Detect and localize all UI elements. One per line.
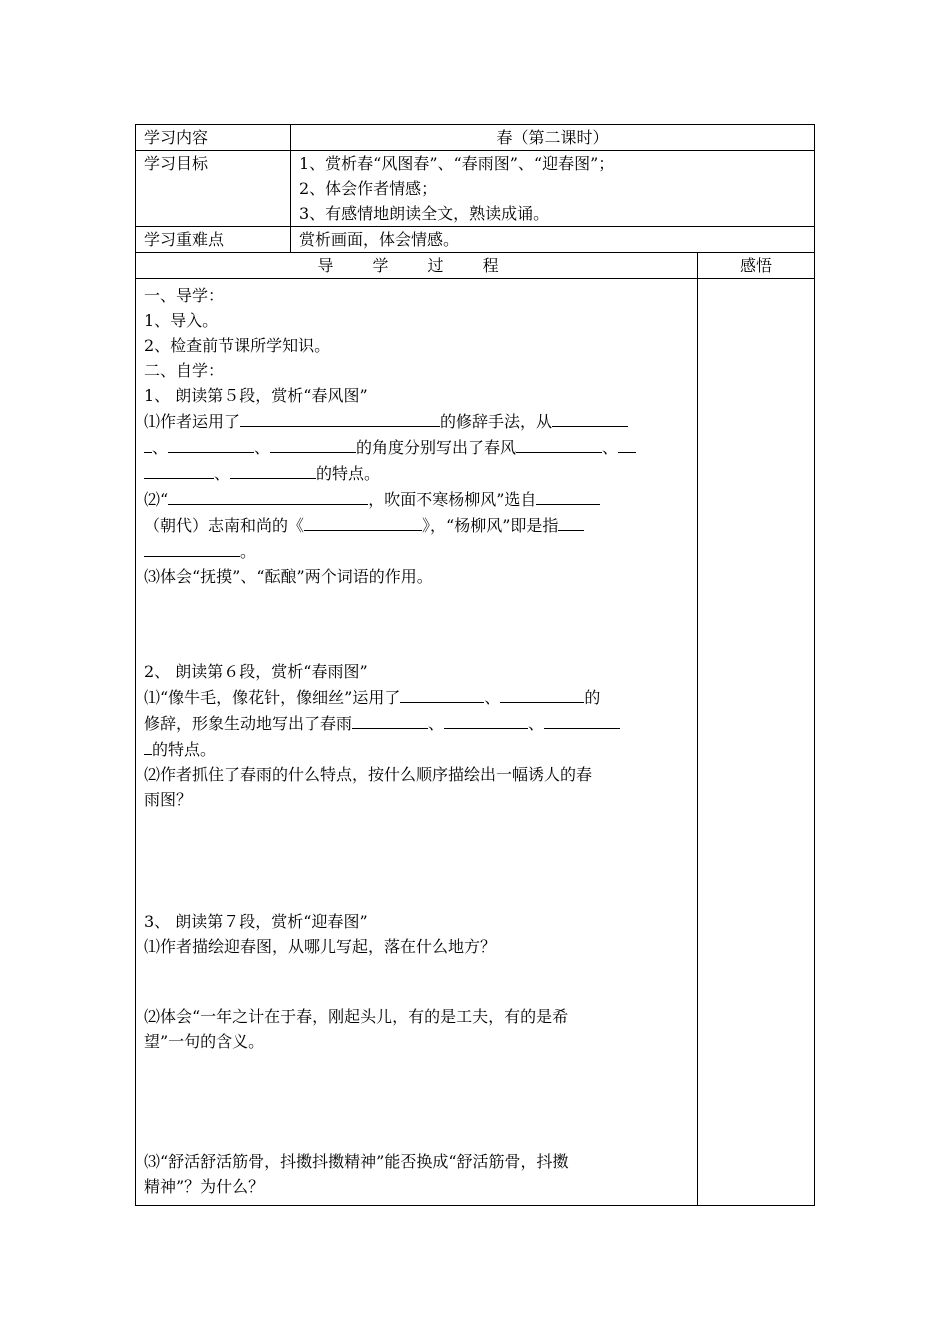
blank[interactable] <box>558 512 584 531</box>
feedback-column[interactable] <box>698 279 815 1206</box>
blank[interactable] <box>144 460 214 479</box>
blank[interactable] <box>400 684 484 703</box>
q1-p1-line3: 、 的特点。 <box>144 460 689 486</box>
content-value: 春（第二课时） <box>291 125 815 151</box>
process-body-row <box>136 279 815 1206</box>
blank[interactable] <box>500 684 584 703</box>
q3-title: 3、 朗读第７段，赏析“迎春图” <box>144 912 368 931</box>
content-label: 学习内容 <box>136 125 291 151</box>
blank[interactable] <box>536 486 600 505</box>
process-title: 导 学 过 程 <box>136 253 698 279</box>
answer-space <box>144 812 689 909</box>
answer-space <box>144 1054 689 1149</box>
q3-p1: ⑴作者描绘迎春图，从哪儿写起，落在什么地方？ <box>144 937 497 956</box>
q1-title: 1、 朗读第５段，赏析“春风图” <box>144 386 368 405</box>
q1-p2-line2: （朝代）志南和尚的《 》，“杨柳风”即是指 <box>144 512 689 538</box>
section1-item: 2、检查前节课所学知识。 <box>144 336 331 355</box>
goal-item: 3、有感情地朗读全文，熟读成诵。 <box>299 204 550 223</box>
q2-p1-line2: 修辞，形象生动地写出了春雨 、 、 <box>144 710 689 736</box>
goal-item: 1、赏析春“风图春”、“春雨图”、“迎春图”； <box>299 154 615 173</box>
goals-list <box>291 151 815 227</box>
goal-item: 2、体会作者情感； <box>299 179 438 198</box>
q3-p3-line2: 精神”？为什么？ <box>144 1177 265 1196</box>
blank[interactable] <box>240 408 440 427</box>
q1-p2-line1: ⑵“ ，吹面不寒杨柳风”选自 <box>144 486 689 512</box>
lesson-sheet <box>135 124 815 1206</box>
q3-p2-line1: ⑵体会“一年之计在于春，刚起头儿，有的是工夫，有的是希 <box>144 1007 569 1026</box>
process-content <box>136 279 698 1206</box>
blank[interactable] <box>144 434 152 453</box>
key-row <box>136 227 815 253</box>
process-table <box>135 252 815 1206</box>
section1-title: 一、导学： <box>144 286 225 305</box>
q1-p1-line2: 、 、 的角度分别写出了春风 、 <box>144 434 689 460</box>
content-row <box>136 125 815 151</box>
header-table <box>135 124 815 253</box>
q1-p2-line3: 。 <box>144 538 689 564</box>
blank[interactable] <box>618 434 636 453</box>
blank[interactable] <box>516 434 602 453</box>
section1-item: 1、导入。 <box>144 311 219 330</box>
feedback-title: 感悟 <box>698 253 815 279</box>
blank[interactable] <box>352 710 428 729</box>
q1-p1-line1: ⑴作者运用了 的修辞手法，从 <box>144 408 689 434</box>
key-value: 赏析画面，体会情感。 <box>291 227 815 253</box>
answer-space <box>144 959 689 1004</box>
blank[interactable] <box>168 434 254 453</box>
q2-title: 2、 朗读第６段，赏析“春雨图” <box>144 662 368 681</box>
key-label: 学习重难点 <box>136 227 291 253</box>
goals-label: 学习目标 <box>136 151 291 227</box>
blank[interactable] <box>304 512 422 531</box>
answer-space <box>144 589 689 659</box>
blank[interactable] <box>144 538 240 557</box>
q2-p2-line1: ⑵作者抓住了春雨的什么特点，按什么顺序描绘出一幅诱人的春 <box>144 765 593 784</box>
q2-p1-line1: ⑴“像牛毛，像花针，像细丝”运用了 、 的 <box>144 684 689 710</box>
q2-p2-line2: 雨图？ <box>144 790 193 809</box>
q3-p3-line1: ⑶“舒活舒活筋骨，抖擞抖擞精神”能否换成“舒活筋骨，抖擞 <box>144 1152 569 1171</box>
blank[interactable] <box>168 486 368 505</box>
blank[interactable] <box>144 736 152 755</box>
blank[interactable] <box>270 434 356 453</box>
q2-p1-line3: 的特点。 <box>144 736 689 762</box>
blank[interactable] <box>552 408 628 427</box>
q3-p2-line2: 望”一句的含义。 <box>144 1032 265 1051</box>
blank[interactable] <box>544 710 620 729</box>
process-header-row <box>136 253 815 279</box>
goals-row <box>136 151 815 227</box>
q1-p3: ⑶体会“抚摸”、“酝酿”两个词语的作用。 <box>144 567 433 586</box>
blank[interactable] <box>444 710 528 729</box>
blank[interactable] <box>230 460 316 479</box>
section2-title: 二、自学： <box>144 361 225 380</box>
